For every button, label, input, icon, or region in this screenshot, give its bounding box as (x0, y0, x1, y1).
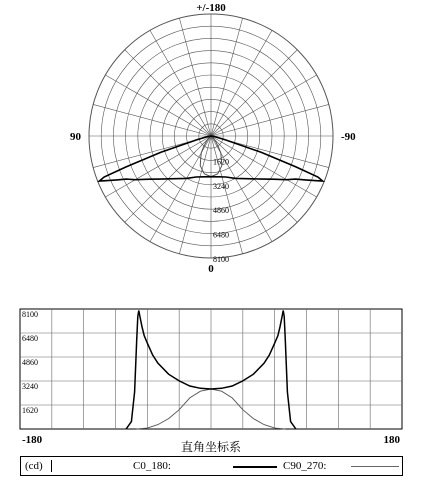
polar-spoke (93, 104, 211, 136)
radial-tick-label: 1620 (213, 157, 229, 167)
y-tick-label: 1620 (22, 406, 38, 415)
angle-label-right: -90 (341, 131, 356, 143)
polar-spoke (211, 104, 329, 136)
legend-c90-line (351, 466, 399, 467)
cartesian-chart (0, 296, 423, 454)
polar-spoke (211, 50, 297, 136)
x-axis-label: 直角坐标系 (180, 440, 242, 454)
legend-c90-label: C90_270: (283, 460, 327, 472)
polar-spoke (105, 136, 211, 197)
radial-tick-label: 8100 (213, 255, 229, 264)
y-tick-label: 3240 (22, 382, 38, 391)
polar-spoke (125, 50, 211, 136)
y-tick-label: 4860 (22, 358, 38, 367)
polar-spoke (179, 136, 211, 254)
polar-spoke (211, 75, 317, 136)
legend-separator (51, 460, 52, 472)
legend-c0-label: C0_180: (133, 460, 171, 472)
x-tick-label: 180 (383, 434, 400, 446)
legend-c0-line (233, 466, 277, 468)
y-tick-label: 8100 (22, 310, 38, 319)
polar-spoke (211, 18, 243, 136)
radial-tick-label: 4860 (213, 206, 229, 216)
radial-tick-label: 6480 (213, 230, 229, 240)
angle-label-bottom: 0 (208, 263, 214, 275)
polar-spoke (211, 30, 272, 136)
radial-tick-label: 3240 (213, 181, 229, 191)
polar-spoke (105, 75, 211, 136)
legend-bar (20, 456, 403, 476)
angle-label-top: +/-180 (196, 2, 226, 14)
legend-unit: (cd) (25, 460, 43, 472)
polar-spoke (150, 30, 211, 136)
polar-spoke (179, 18, 211, 136)
x-tick-label: -180 (22, 434, 43, 446)
angle-label-left: 90 (70, 131, 81, 143)
y-tick-label: 6480 (22, 334, 38, 343)
